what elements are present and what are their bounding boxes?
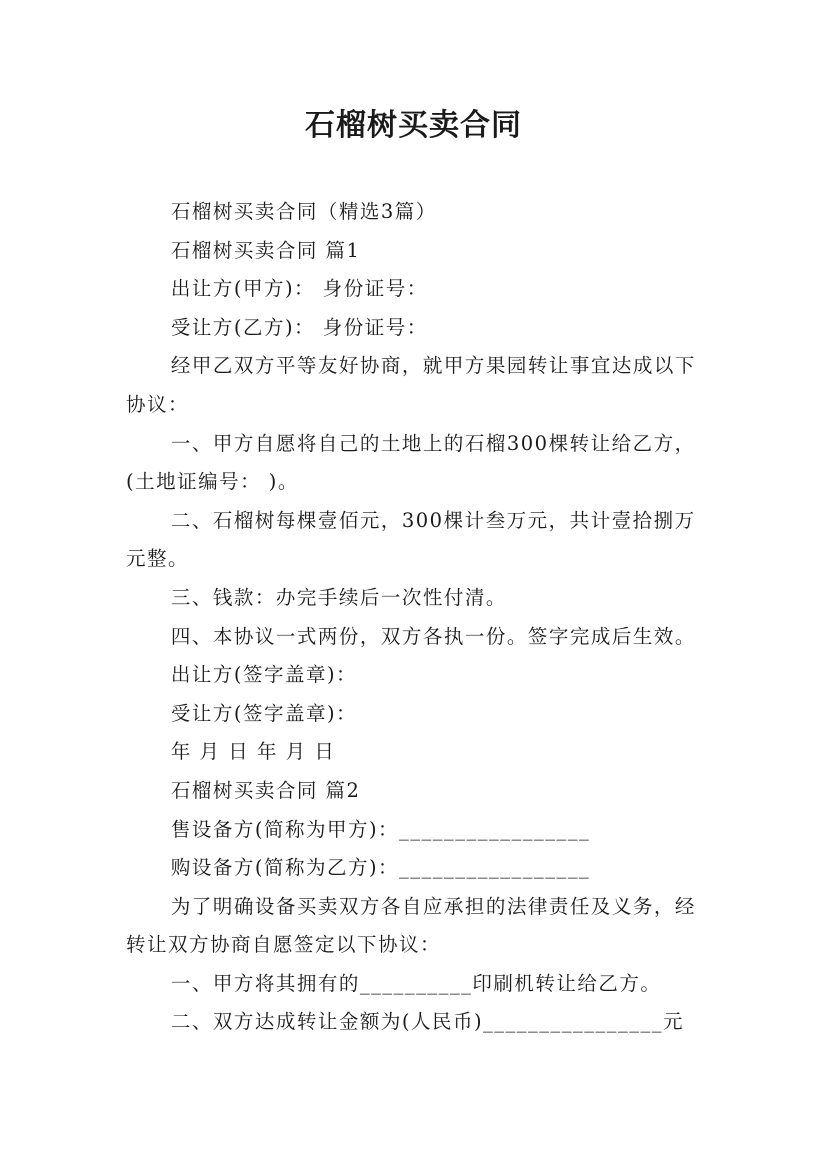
paragraph-equipment-seller: 售设备方(简称为甲方)：_________________ xyxy=(170,817,591,841)
paragraph-intro: 石榴树买卖合同（精选3篇） xyxy=(170,200,437,223)
document-body xyxy=(126,193,706,1042)
paragraph-buyer: 受让方(乙方)： 身份证号： xyxy=(170,315,428,339)
paragraph-seller: 出让方(甲方)： 身份证号： xyxy=(170,277,428,301)
paragraph-buyer-signature: 受让方(签字盖章)： xyxy=(170,701,358,725)
paragraph-part2-clause-2: 二、双方达成转让金额为(人民币)________________元 xyxy=(170,1010,685,1034)
paragraph-part2-preamble: 为了明确设备买卖双方各自应承担的法律责任及义务，经转让双方协商自愿签定以下协议： xyxy=(126,894,696,957)
paragraph-dates: 年 月 日 年 月 日 xyxy=(170,740,336,764)
document-title: 石榴树买卖合同 xyxy=(305,108,522,143)
paragraph-seller-signature: 出让方(签字盖章)： xyxy=(170,663,358,687)
paragraph-equipment-buyer: 购设备方(简称为乙方)：_________________ xyxy=(170,856,591,880)
paragraph-clause-3: 三、钱款：办完手续后一次性付清。 xyxy=(170,585,507,609)
paragraph-part2-heading: 石榴树买卖合同 篇2 xyxy=(170,778,361,802)
paragraph-clause-2: 二、石榴树每棵壹佰元，300棵计叁万元，共计壹拾捌万元整。 xyxy=(126,508,696,571)
paragraph-part2-clause-1: 一、甲方将其拥有的__________印刷机转让给乙方。 xyxy=(170,971,662,995)
paragraph-part1-heading: 石榴树买卖合同 篇1 xyxy=(170,238,361,262)
paragraph-preamble: 经甲乙双方平等友好协商，就甲方果园转让事宜达成以下协议： xyxy=(126,354,696,416)
paragraph-clause-4: 四、本协议一式两份，双方各执一份。签字完成后生效。 xyxy=(170,624,696,648)
paragraph-clause-1: 一、甲方自愿将自己的土地上的石榴300棵转让给乙方，(土地证编号： )。 xyxy=(126,431,696,494)
